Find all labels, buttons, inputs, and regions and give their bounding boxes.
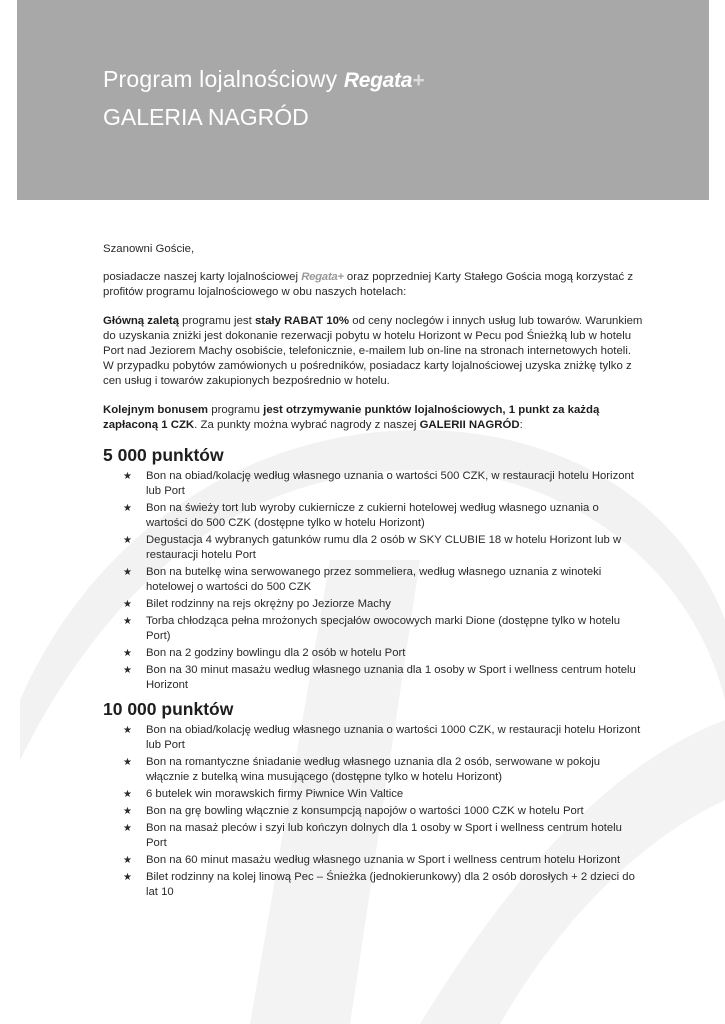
list-item: ★ Bilet rodzinny na kolej linową Pec – Śnieżka (jednokierunkowy) dla 2 osób dorosłych + 2 dzieci do lat 10 [123,871,635,898]
star-icon: ★ [123,567,132,578]
star-icon: ★ [123,872,132,883]
list-item: ★ Bilet rodzinny na rejs okrężny po Jeziorze Machy [123,598,391,610]
star-icon: ★ [123,725,132,736]
section-title-10000: 10 000 punktów [103,699,234,719]
page-title [103,66,424,93]
star-icon: ★ [123,665,132,676]
list-item: ★ Bon na romantyczne śniadanie według własnego uznania dla 2 osób, serwowane w pokoju włącznie z butelką wina musującego (dostępne tylko w hotelu Horizont) [123,756,601,783]
intro-paragraph: posiadacze naszej karty lojalnościowej Regata+ oraz poprzedniej Karty Stałego Gościa mogą korzystać z profitów programu lojalnościowego w obu naszych hotelach: [103,271,634,298]
list-item: ★ Bon na 2 godziny bowlingu dla 2 osób w hotelu Port [123,647,406,659]
star-icon: ★ [123,648,132,659]
list-item: ★ Bon na 60 minut masażu według własnego uznania w Sport i wellness centrum hotelu Horizont [123,854,621,866]
list-item: ★ Bon na grę bowling włącznie z konsumpcją napojów o wartości 1000 CZK w hotelu Port [123,805,584,817]
rewards-list-10000 [103,723,643,900]
list-item: ★ 6 butelek win morawskich firmy Piwnice Win Valtice [123,788,404,800]
header-banner [17,0,709,200]
list-item: ★ Torba chłodząca pełna mrożonych specjałów owocowych marki Dione (dostępne tylko w hotelu Port) [123,615,621,642]
page-subtitle: GALERIA NAGRÓD [103,104,309,130]
rewards-list-5000 [103,469,643,693]
list-item: ★ Bon na świeży tort lub wyroby cukiernicze z cukierni hotelowej według własnego uznania o wartości do 500 CZK (dostępne tylko w hotelu Horizont) [123,502,599,529]
discount-paragraph: Główną zaletą programu jest stały RABAT 10% od ceny noclegów i innych usług lub towarów. Warunkiem do uzyskania zniżki jest dokonanie rezerwacji pobytu w hotelu Horizont w Pecu pod Śnieżką lub w hotelu Port nad Jeziorem Machy osobiście, telefonicznie, e-mailem lub on-line na stronach internetowych hoteli. W przypadku pobytów zamówionych u pośredników, posiadacz karty lojalnościowej uzyska zniżkę tylko z cen usług i towarów zakupionych bezpośrednio w hotelu. [103,315,643,387]
list-item: ★ Bon na 30 minut masażu według własnego uznania dla 1 osoby w Sport i wellness centrum hotelu Horizont [123,664,636,691]
star-icon: ★ [123,535,132,546]
document-body [103,242,643,906]
star-icon: ★ [123,503,132,514]
star-icon: ★ [123,789,132,800]
brand-logo: Regata+ [343,69,425,92]
title-prefix: Program lojalnościowy [103,66,338,92]
greeting: Szanowni Goście, [103,243,195,255]
section-title-5000: 5 000 punktów [103,445,224,465]
list-item: ★ Bon na obiad/kolację według własnego uznania o wartości 500 CZK, w restauracji hotelu Horizont lub Port [123,470,634,497]
list-item: ★ Bon na masaż pleców i szyi lub kończyn dolnych dla 1 osoby w Sport i wellness centrum hotelu Port [123,822,622,849]
list-item: ★ Bon na obiad/kolację według własnego uznania o wartości 1000 CZK, w restauracji hotelu Horizont lub Port [123,724,641,751]
star-icon: ★ [123,471,132,482]
list-item: ★ Degustacja 4 wybranych gatunków rumu dla 2 osób w SKY CLUBIE 18 w hotelu Horizont lub w restauracji hotelu Port [123,534,622,561]
star-icon: ★ [123,823,132,834]
star-icon: ★ [123,757,132,768]
star-icon: ★ [123,855,132,866]
star-icon: ★ [123,806,132,817]
star-icon: ★ [123,599,132,610]
brand-inline-logo: Regata+ [301,271,344,283]
points-paragraph: Kolejnym bonusem programu jest otrzymywanie punktów lojalnościowych, 1 punkt za każdą zapłaconą 1 CZK. Za punkty można wybrać nagrody z naszej GALERII NAGRÓD: [103,404,600,431]
list-item: ★ Bon na butelkę wina serwowanego przez sommeliera, według własnego uznania z winoteki hotelowej o wartości do 500 CZK [123,566,602,593]
star-icon: ★ [123,616,132,627]
